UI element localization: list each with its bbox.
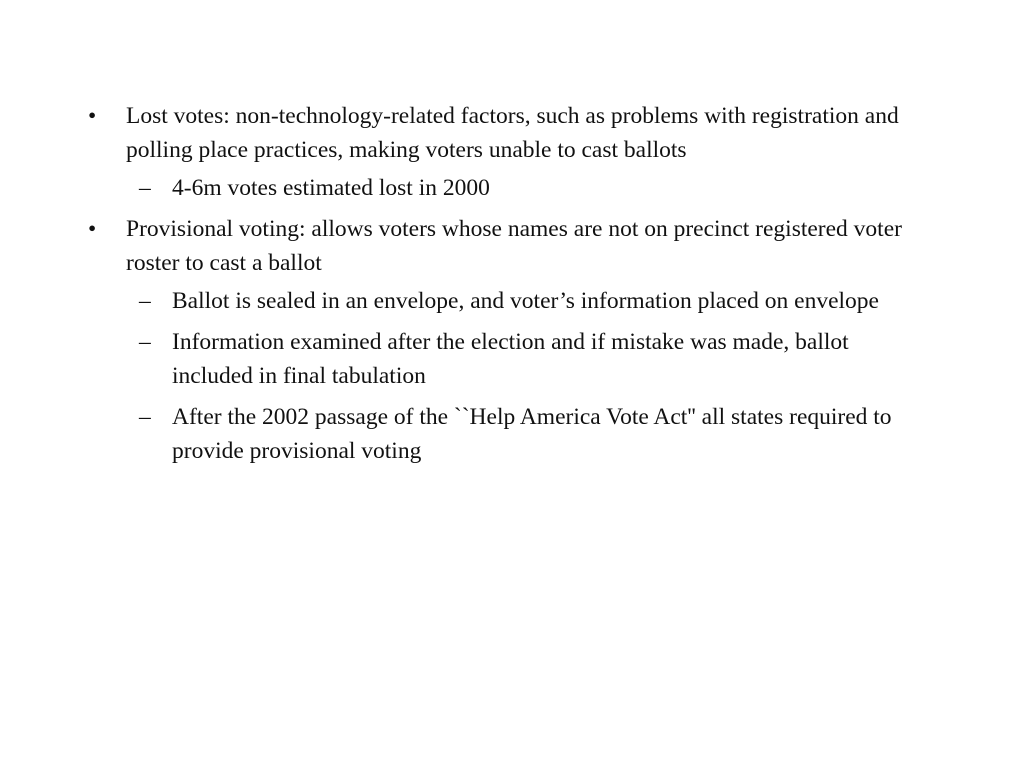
sub-bullet-marker: –	[139, 404, 151, 430]
bullet-marker: •	[88, 216, 97, 242]
sub-bullet-item	[126, 171, 934, 205]
sub-bullet-marker: –	[139, 329, 151, 355]
sub-bullet-text: 4-6m votes estimated lost in 2000	[172, 175, 490, 201]
bullet-text: Lost votes: non-technology-related factors, such as problems with registration and polling place practices, making voters unable to cast ballots	[126, 103, 899, 163]
sub-bullet-marker: –	[139, 175, 151, 201]
sub-bullet-text: After the 2002 passage of the ``Help America Vote Act'' all states required to provide provisional voting	[172, 404, 892, 464]
sub-bullet-list	[126, 171, 934, 205]
bullet-item-provisional-voting	[84, 212, 934, 468]
sub-bullet-text: Information examined after the election and if mistake was made, ballot included in final tabulation	[172, 329, 849, 389]
bullet-marker: •	[88, 103, 97, 129]
sub-bullet-item	[126, 400, 934, 468]
sub-bullet-item	[126, 325, 934, 393]
sub-bullet-marker: –	[139, 288, 151, 314]
sub-bullet-text: Ballot is sealed in an envelope, and voter’s information placed on envelope	[172, 288, 879, 314]
bullet-text: Provisional voting: allows voters whose names are not on precinct registered voter roster to cast a ballot	[126, 216, 902, 276]
bullet-list	[84, 99, 934, 475]
bullet-item-lost-votes	[84, 99, 934, 205]
sub-bullet-list	[126, 284, 934, 468]
sub-bullet-item	[126, 284, 934, 318]
